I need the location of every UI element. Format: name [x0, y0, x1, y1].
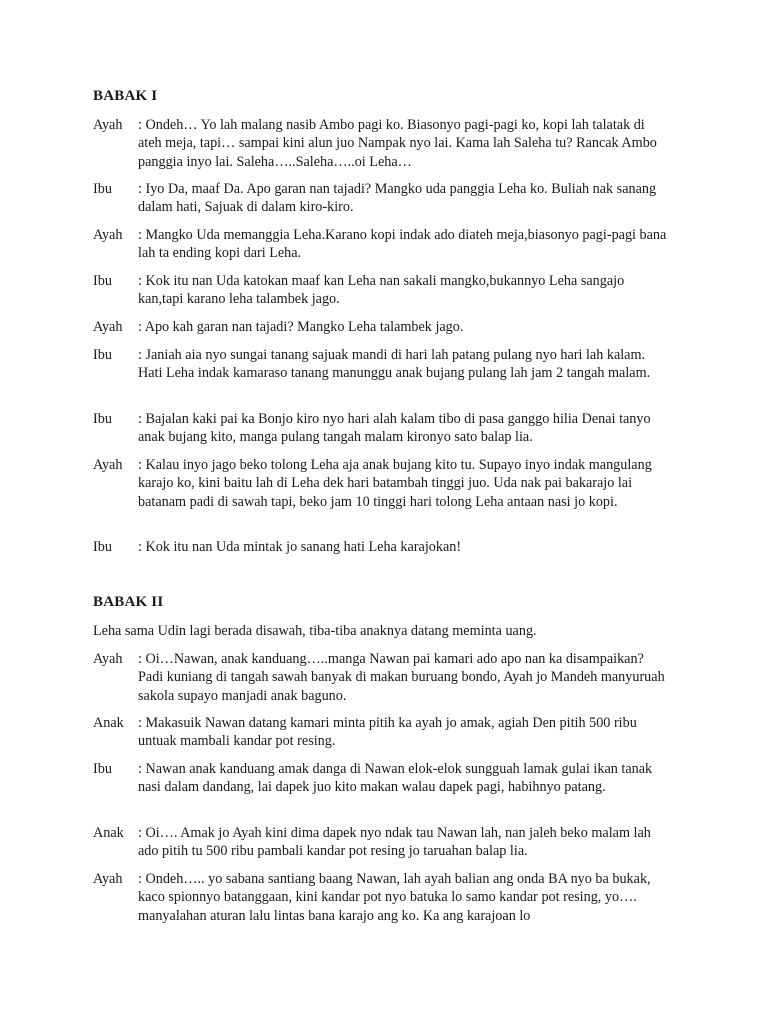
dialogue-line	[93, 180, 693, 217]
speech-text: : Ondeh… Yo lah malang nasib Ambo pagi ko. Biasonyo pagi-pagi ko, kopi lah talatak di ateh meja, tapi… sampai kini alun juo Nampak nyo lai. Kama lah Saleha tu? Rancak Ambo panggia inyo lai. Saleha…..Saleha…..oi Leha…	[138, 117, 657, 170]
speaker-name: Anak	[93, 825, 124, 841]
speaker-name: Ibu	[93, 347, 112, 363]
dialogue-line	[93, 714, 693, 751]
speaker-name: Anak	[93, 715, 124, 731]
dialogue-line	[93, 650, 693, 705]
speaker-name: Ayah	[93, 319, 123, 335]
speech-text: : Apo kah garan nan tajadi? Mangko Leha talambek jago.	[138, 319, 464, 335]
speaker-name: Ayah	[93, 871, 123, 887]
speaker-name: Ayah	[93, 651, 123, 667]
dialogue-line	[93, 272, 693, 309]
speaker-name: Ayah	[93, 117, 123, 133]
act-heading: BABAK I	[93, 88, 158, 104]
speech-text: : Kalau inyo jago beko tolong Leha aja anak bujang kito tu. Supayo inyo indak mangulang karajo ko, kini baitu lah di Leha dek hari batambah tinggi juo. Uda nak pai bakarajo lai batanam padi di sawah tapi, beko jam 10 tinggi hari tolong Leha antaan nasi jo kopi.	[138, 457, 652, 510]
speech-text: : Ondeh….. yo sabana santiang baang Nawan, lah ayah balian ang onda BA nyo ba bukak, kaco spionnyo batanggaan, kini kandar pot nyo batuka lo samo kandar pot resing, yo…. manyalahan aturan lalu lintas bana karajo ang ko. Ka ang karajoan lo	[138, 871, 651, 924]
dialogue-line	[93, 538, 693, 556]
speech-text: : Janiah aia nyo sungai tanang sajuak mandi di hari lah patang pulang nyo hari lah kalam. Hati Leha indak kamaraso tanang manunggu anak bujang pulang lah jam 2 tangah malam.	[138, 347, 651, 382]
dialogue-line	[93, 870, 693, 925]
speech-text: : Mangko Uda memanggia Leha.Karano kopi indak ado diateh meja,biasonyo pagi-pagi bana lah ta ending kopi dari Leha.	[138, 227, 667, 262]
speech-text: : Bajalan kaki pai ka Bonjo kiro nyo hari alah kalam tibo di pasa ganggo hilia Denai tanyo anak bujang kito, manga pulang tangah malam kironyo sato balap lia.	[138, 411, 651, 446]
speech-text: : Iyo Da, maaf Da. Apo garan nan tajadi? Mangko uda panggia Leha ko. Buliah nak sanang dalam hati, Sajuak di dalam kiro-kiro.	[138, 181, 657, 216]
dialogue-line	[93, 318, 693, 336]
dialogue-line	[93, 824, 693, 861]
dialogue-line	[93, 760, 693, 797]
act-heading: BABAK II	[93, 594, 164, 610]
speech-text: : Nawan anak kanduang amak danga di Nawan elok-elok sungguah lamak gulai ikan tanak nasi dalam dandang, lai dapek juo kito makan walau dapek pagi, habihnyo patang.	[138, 761, 653, 796]
speaker-name: Ayah	[93, 457, 123, 473]
speaker-name: Ibu	[93, 181, 112, 197]
dialogue-line	[93, 226, 693, 263]
speaker-name: Ibu	[93, 411, 112, 427]
speaker-name: Ayah	[93, 227, 123, 243]
dialogue-line	[93, 410, 693, 447]
speech-text: : Oi…Nawan, anak kanduang…..manga Nawan pai kamari ado apo nan ka disampaikan? Padi kuniang di tangah sawah banyak di makan buruang bondo, Ayah jo Mandeh manyuruah sakola supayo manjadi anak baguno.	[138, 651, 665, 704]
speech-text: : Kok itu nan Uda katokan maaf kan Leha nan sakali mangko,bukannyo Leha sangajo kan,tapi karano leha talambek jago.	[138, 273, 625, 308]
dialogue-line	[93, 116, 693, 171]
stage-direction: Leha sama Udin lagi berada disawah, tiba-tiba anaknya datang meminta uang.	[93, 623, 537, 639]
dialogue-line	[93, 456, 693, 511]
speech-text: : Kok itu nan Uda mintak jo sanang hati Leha karajokan!	[138, 539, 462, 555]
dialogue-line	[93, 346, 693, 383]
speaker-name: Ibu	[93, 273, 112, 289]
speaker-name: Ibu	[93, 761, 112, 777]
speaker-name: Ibu	[93, 539, 112, 555]
speech-text: : Makasuik Nawan datang kamari minta pitih ka ayah jo amak, agiah Den pitih 500 ribu untuak mambali kandar pot resing.	[138, 715, 637, 750]
speech-text: : Oi…. Amak jo Ayah kini dima dapek nyo ndak tau Nawan lah, nan jaleh beko malam lah ado pitih tu 500 ribu pambali kandar pot resing jo taruahan balap lia.	[138, 825, 651, 860]
